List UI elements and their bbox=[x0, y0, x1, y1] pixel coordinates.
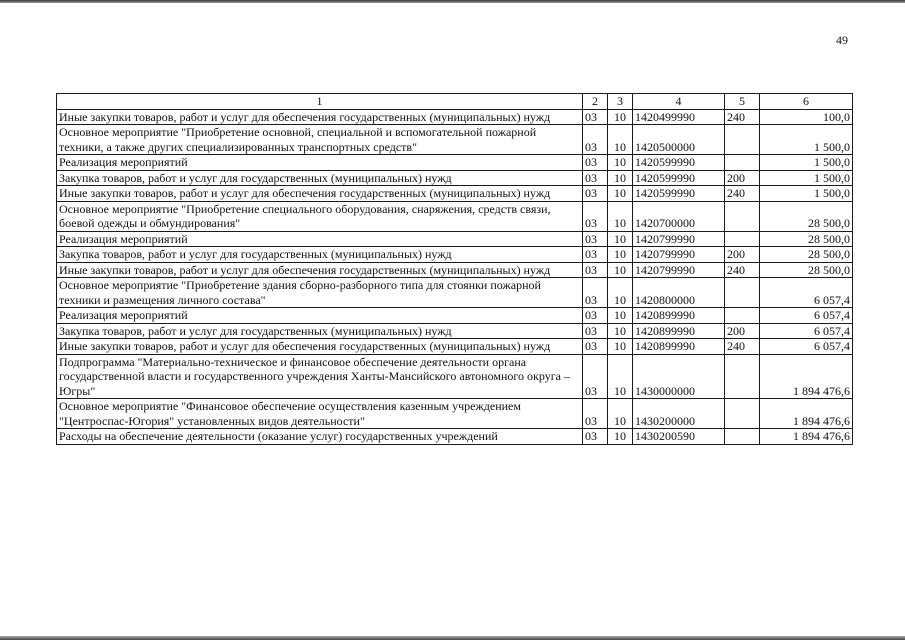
section-code-cell: 03 bbox=[583, 170, 608, 186]
target-article-cell: 1420799990 bbox=[633, 247, 725, 263]
subsection-code-cell: 10 bbox=[608, 186, 633, 202]
section-code-cell: 03 bbox=[583, 125, 608, 155]
table-row bbox=[57, 278, 853, 308]
section-code-cell: 03 bbox=[583, 186, 608, 202]
subsection-code-cell: 10 bbox=[608, 339, 633, 355]
section-code-cell: 03 bbox=[583, 109, 608, 125]
expense-type-cell bbox=[725, 125, 760, 155]
subsection-code-cell: 10 bbox=[608, 109, 633, 125]
table-row bbox=[57, 231, 853, 247]
column-header: 4 bbox=[633, 94, 725, 110]
subsection-code-cell: 10 bbox=[608, 399, 633, 429]
amount-cell: 1 894 476,6 bbox=[760, 354, 853, 399]
subsection-code-cell: 10 bbox=[608, 262, 633, 278]
target-article-cell: 1420700000 bbox=[633, 201, 725, 231]
amount-cell: 6 057,4 bbox=[760, 323, 853, 339]
column-header: 6 bbox=[760, 94, 853, 110]
section-code-cell: 03 bbox=[583, 231, 608, 247]
expense-name-cell: Основное мероприятие "Приобретение специального оборудования, снаряжения, средств связи, боевой одежды и обмундирования" bbox=[57, 201, 583, 231]
subsection-code-cell: 10 bbox=[608, 155, 633, 171]
table-row bbox=[57, 339, 853, 355]
amount-cell: 6 057,4 bbox=[760, 278, 853, 308]
expense-type-cell: 240 bbox=[725, 109, 760, 125]
section-code-cell: 03 bbox=[583, 399, 608, 429]
expense-name-cell: Реализация мероприятий bbox=[57, 155, 583, 171]
section-code-cell: 03 bbox=[583, 429, 608, 445]
subsection-code-cell: 10 bbox=[608, 278, 633, 308]
amount-cell: 28 500,0 bbox=[760, 247, 853, 263]
target-article-cell: 1420799990 bbox=[633, 231, 725, 247]
section-code-cell: 03 bbox=[583, 308, 608, 324]
expense-name-cell: Иные закупки товаров, работ и услуг для обеспечения государственных (муниципальных) нужд bbox=[57, 339, 583, 355]
amount-cell: 28 500,0 bbox=[760, 231, 853, 247]
expense-name-cell: Иные закупки товаров, работ и услуг для обеспечения государственных (муниципальных) нужд bbox=[57, 109, 583, 125]
table-row bbox=[57, 399, 853, 429]
target-article-cell: 1420599990 bbox=[633, 186, 725, 202]
target-article-cell: 1420499990 bbox=[633, 109, 725, 125]
target-article-cell: 1420500000 bbox=[633, 125, 725, 155]
expense-type-cell bbox=[725, 231, 760, 247]
expense-name-cell: Расходы на обеспечение деятельности (оказание услуг) государственных учреждений bbox=[57, 429, 583, 445]
target-article-cell: 1420800000 bbox=[633, 278, 725, 308]
expense-name-cell: Реализация мероприятий bbox=[57, 231, 583, 247]
subsection-code-cell: 10 bbox=[608, 125, 633, 155]
table-row bbox=[57, 247, 853, 263]
column-header: 2 bbox=[583, 94, 608, 110]
target-article-cell: 1430200000 bbox=[633, 399, 725, 429]
amount-cell: 100,0 bbox=[760, 109, 853, 125]
expense-type-cell bbox=[725, 429, 760, 445]
expense-type-cell: 200 bbox=[725, 247, 760, 263]
amount-cell: 1 894 476,6 bbox=[760, 429, 853, 445]
expense-type-cell bbox=[725, 354, 760, 399]
target-article-cell: 1420799990 bbox=[633, 262, 725, 278]
target-article-cell: 1430200590 bbox=[633, 429, 725, 445]
target-article-cell: 1420899990 bbox=[633, 308, 725, 324]
expense-name-cell: Подпрограмма "Материально-техническое и финансовое обеспечение деятельности органа государственной власти и государственного учреждения Ханты-Мансийского автономного округа – Югры" bbox=[57, 354, 583, 399]
target-article-cell: 1420899990 bbox=[633, 323, 725, 339]
table-row bbox=[57, 186, 853, 202]
target-article-cell: 1430000000 bbox=[633, 354, 725, 399]
section-code-cell: 03 bbox=[583, 323, 608, 339]
expense-type-cell: 240 bbox=[725, 186, 760, 202]
table-row bbox=[57, 155, 853, 171]
table-row bbox=[57, 354, 853, 399]
table-row bbox=[57, 323, 853, 339]
subsection-code-cell: 10 bbox=[608, 201, 633, 231]
table-row bbox=[57, 308, 853, 324]
expense-name-cell: Закупка товаров, работ и услуг для государственных (муниципальных) нужд bbox=[57, 323, 583, 339]
expense-type-cell: 200 bbox=[725, 323, 760, 339]
subsection-code-cell: 10 bbox=[608, 354, 633, 399]
expense-type-cell bbox=[725, 308, 760, 324]
section-code-cell: 03 bbox=[583, 278, 608, 308]
subsection-code-cell: 10 bbox=[608, 247, 633, 263]
expense-name-cell: Основное мероприятие "Приобретение основной, специальной и вспомогательной пожарной техники, а также других специализированных транспортных средств" bbox=[57, 125, 583, 155]
expense-name-cell: Иные закупки товаров, работ и услуг для обеспечения государственных (муниципальных) нужд bbox=[57, 262, 583, 278]
amount-cell: 1 500,0 bbox=[760, 170, 853, 186]
table-row bbox=[57, 262, 853, 278]
subsection-code-cell: 10 bbox=[608, 323, 633, 339]
budget-table bbox=[56, 93, 853, 445]
table-row bbox=[57, 429, 853, 445]
amount-cell: 1 500,0 bbox=[760, 125, 853, 155]
section-code-cell: 03 bbox=[583, 339, 608, 355]
amount-cell: 28 500,0 bbox=[760, 262, 853, 278]
expense-type-cell bbox=[725, 201, 760, 231]
expense-name-cell: Основное мероприятие "Приобретение здания сборно-разборного типа для стоянки пожарной техники и размещения личного состава" bbox=[57, 278, 583, 308]
expense-name-cell: Закупка товаров, работ и услуг для государственных (муниципальных) нужд bbox=[57, 247, 583, 263]
column-header: 5 bbox=[725, 94, 760, 110]
amount-cell: 6 057,4 bbox=[760, 339, 853, 355]
expense-type-cell bbox=[725, 278, 760, 308]
scan-edge-top bbox=[0, 0, 905, 3]
table-row bbox=[57, 201, 853, 231]
expense-name-cell: Иные закупки товаров, работ и услуг для обеспечения государственных (муниципальных) нужд bbox=[57, 186, 583, 202]
amount-cell: 6 057,4 bbox=[760, 308, 853, 324]
expense-name-cell: Закупка товаров, работ и услуг для государственных (муниципальных) нужд bbox=[57, 170, 583, 186]
subsection-code-cell: 10 bbox=[608, 429, 633, 445]
table-row bbox=[57, 125, 853, 155]
subsection-code-cell: 10 bbox=[608, 170, 633, 186]
page-number: 49 bbox=[836, 33, 848, 47]
section-code-cell: 03 bbox=[583, 262, 608, 278]
expense-type-cell: 240 bbox=[725, 262, 760, 278]
amount-cell: 28 500,0 bbox=[760, 201, 853, 231]
amount-cell: 1 500,0 bbox=[760, 155, 853, 171]
expense-type-cell bbox=[725, 399, 760, 429]
target-article-cell: 1420599990 bbox=[633, 170, 725, 186]
table-header-row bbox=[57, 94, 853, 110]
subsection-code-cell: 10 bbox=[608, 308, 633, 324]
section-code-cell: 03 bbox=[583, 354, 608, 399]
expense-type-cell: 240 bbox=[725, 339, 760, 355]
subsection-code-cell: 10 bbox=[608, 231, 633, 247]
target-article-cell: 1420899990 bbox=[633, 339, 725, 355]
target-article-cell: 1420599990 bbox=[633, 155, 725, 171]
section-code-cell: 03 bbox=[583, 155, 608, 171]
expense-name-cell: Основное мероприятие "Финансовое обеспечение осуществления казенным учреждением "Центроспас-Югория" установленных видов деятельности" bbox=[57, 399, 583, 429]
expense-name-cell: Реализация мероприятий bbox=[57, 308, 583, 324]
scan-edge-bottom bbox=[0, 636, 905, 640]
expense-type-cell: 200 bbox=[725, 170, 760, 186]
amount-cell: 1 894 476,6 bbox=[760, 399, 853, 429]
section-code-cell: 03 bbox=[583, 201, 608, 231]
amount-cell: 1 500,0 bbox=[760, 186, 853, 202]
column-header: 3 bbox=[608, 94, 633, 110]
table-row bbox=[57, 170, 853, 186]
table-row bbox=[57, 109, 853, 125]
expense-type-cell bbox=[725, 155, 760, 171]
column-header: 1 bbox=[57, 94, 583, 110]
section-code-cell: 03 bbox=[583, 247, 608, 263]
